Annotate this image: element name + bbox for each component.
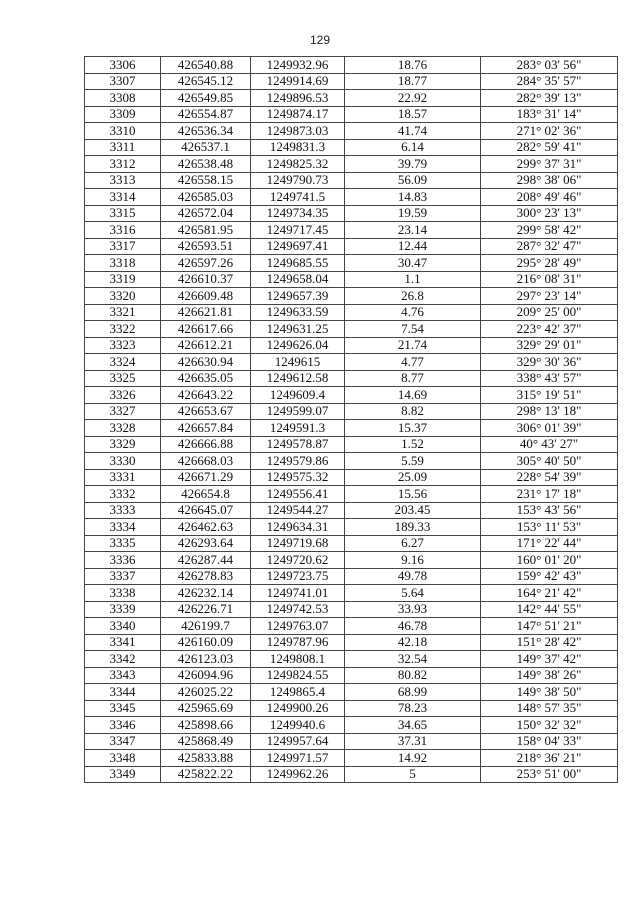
table-row [85,420,618,437]
x-coordinate-cell: 425965.69 [161,700,251,717]
x-coordinate-cell: 426293.64 [161,535,251,552]
table-row [85,106,618,123]
distance-cell: 56.09 [345,172,481,189]
x-coordinate-cell: 426558.15 [161,172,251,189]
distance-cell: 49.78 [345,568,481,585]
distance-cell: 39.79 [345,156,481,173]
bearing-cell: 151° 28' 42" [481,634,618,651]
y-coordinate-cell: 1249971.57 [251,750,345,767]
bearing-cell: 150° 32' 32" [481,717,618,734]
y-coordinate-cell: 1249578.87 [251,436,345,453]
y-coordinate-cell: 1249808.1 [251,651,345,668]
point-number-cell: 3341 [85,634,161,651]
x-coordinate-cell: 426554.87 [161,106,251,123]
table-row [85,750,618,767]
table-row [85,684,618,701]
distance-cell: 8.82 [345,403,481,420]
y-coordinate-cell: 1249615 [251,354,345,371]
table-row [85,618,618,635]
bearing-cell: 153° 43' 56" [481,502,618,519]
table-row [85,634,618,651]
distance-cell: 46.78 [345,618,481,635]
table-row [85,172,618,189]
point-number-cell: 3318 [85,255,161,272]
x-coordinate-cell: 426585.03 [161,189,251,206]
y-coordinate-cell: 1249717.45 [251,222,345,239]
bearing-cell: 149° 38' 26" [481,667,618,684]
y-coordinate-cell: 1249962.26 [251,766,345,783]
table-row [85,189,618,206]
table-row [85,57,618,74]
table-row [85,288,618,305]
distance-cell: 5.59 [345,453,481,470]
table-row [85,387,618,404]
y-coordinate-cell: 1249741.5 [251,189,345,206]
bearing-cell: 149° 37' 42" [481,651,618,668]
x-coordinate-cell: 426549.85 [161,90,251,107]
point-number-cell: 3308 [85,90,161,107]
distance-cell: 7.54 [345,321,481,338]
distance-cell: 6.27 [345,535,481,552]
y-coordinate-cell: 1249896.53 [251,90,345,107]
y-coordinate-cell: 1249612.58 [251,370,345,387]
y-coordinate-cell: 1249544.27 [251,502,345,519]
y-coordinate-cell: 1249633.59 [251,304,345,321]
distance-cell: 1.1 [345,271,481,288]
x-coordinate-cell: 426025.22 [161,684,251,701]
bearing-cell: 284° 35' 57" [481,73,618,90]
y-coordinate-cell: 1249697.41 [251,238,345,255]
point-number-cell: 3343 [85,667,161,684]
table-row [85,436,618,453]
y-coordinate-cell: 1249787.96 [251,634,345,651]
table-row [85,535,618,552]
y-coordinate-cell: 1249914.69 [251,73,345,90]
bearing-cell: 153° 11' 53" [481,519,618,536]
distance-cell: 6.14 [345,139,481,156]
distance-cell: 18.76 [345,57,481,74]
point-number-cell: 3342 [85,651,161,668]
y-coordinate-cell: 1249634.31 [251,519,345,536]
table-row [85,156,618,173]
distance-cell: 33.93 [345,601,481,618]
distance-cell: 4.77 [345,354,481,371]
distance-cell: 30.47 [345,255,481,272]
point-number-cell: 3317 [85,238,161,255]
y-coordinate-cell: 1249609.4 [251,387,345,404]
point-number-cell: 3331 [85,469,161,486]
table-row [85,453,618,470]
x-coordinate-cell: 426643.22 [161,387,251,404]
x-coordinate-cell: 426617.66 [161,321,251,338]
distance-cell: 5 [345,766,481,783]
bearing-cell: 315° 19' 51" [481,387,618,404]
y-coordinate-cell: 1249865.4 [251,684,345,701]
bearing-cell: 297° 23' 14" [481,288,618,305]
distance-cell: 14.69 [345,387,481,404]
point-number-cell: 3334 [85,519,161,536]
y-coordinate-cell: 1249932.96 [251,57,345,74]
point-number-cell: 3316 [85,222,161,239]
distance-cell: 203.45 [345,502,481,519]
y-coordinate-cell: 1249579.86 [251,453,345,470]
table-row [85,486,618,503]
table-row [85,667,618,684]
x-coordinate-cell: 426536.34 [161,123,251,140]
bearing-cell: 142° 44' 55" [481,601,618,618]
x-coordinate-cell: 426630.94 [161,354,251,371]
x-coordinate-cell: 426645.07 [161,502,251,519]
y-coordinate-cell: 1249734.35 [251,205,345,222]
y-coordinate-cell: 1249591.3 [251,420,345,437]
x-coordinate-cell: 426545.12 [161,73,251,90]
point-number-cell: 3307 [85,73,161,90]
table-row [85,354,618,371]
point-number-cell: 3309 [85,106,161,123]
bearing-cell: 147° 51' 21" [481,618,618,635]
y-coordinate-cell: 1249626.04 [251,337,345,354]
x-coordinate-cell: 426094.96 [161,667,251,684]
distance-cell: 5.64 [345,585,481,602]
table-row [85,370,618,387]
point-number-cell: 3320 [85,288,161,305]
y-coordinate-cell: 1249940.6 [251,717,345,734]
y-coordinate-cell: 1249658.04 [251,271,345,288]
point-number-cell: 3340 [85,618,161,635]
point-number-cell: 3335 [85,535,161,552]
bearing-cell: 216° 08' 31" [481,271,618,288]
bearing-cell: 299° 58' 42" [481,222,618,239]
point-number-cell: 3330 [85,453,161,470]
y-coordinate-cell: 1249657.39 [251,288,345,305]
distance-cell: 21.74 [345,337,481,354]
x-coordinate-cell: 426462.63 [161,519,251,536]
point-number-cell: 3325 [85,370,161,387]
x-coordinate-cell: 425898.66 [161,717,251,734]
bearing-cell: 40° 43' 27" [481,436,618,453]
distance-cell: 41.74 [345,123,481,140]
y-coordinate-cell: 1249720.62 [251,552,345,569]
bearing-cell: 149° 38' 50" [481,684,618,701]
bearing-cell: 299° 37' 31" [481,156,618,173]
x-coordinate-cell: 426612.21 [161,337,251,354]
distance-cell: 19.59 [345,205,481,222]
x-coordinate-cell: 426654.8 [161,486,251,503]
point-number-cell: 3310 [85,123,161,140]
point-number-cell: 3322 [85,321,161,338]
point-number-cell: 3345 [85,700,161,717]
x-coordinate-cell: 426278.83 [161,568,251,585]
y-coordinate-cell: 1249957.64 [251,733,345,750]
y-coordinate-cell: 1249742.53 [251,601,345,618]
point-number-cell: 3333 [85,502,161,519]
bearing-cell: 209° 25' 00" [481,304,618,321]
bearing-cell: 158° 04' 33" [481,733,618,750]
bearing-cell: 218° 36' 21" [481,750,618,767]
table-row [85,733,618,750]
y-coordinate-cell: 1249874.17 [251,106,345,123]
point-number-cell: 3336 [85,552,161,569]
coordinates-table [84,56,618,783]
distance-cell: 42.18 [345,634,481,651]
bearing-cell: 148° 57' 35" [481,700,618,717]
x-coordinate-cell: 426287.44 [161,552,251,569]
x-coordinate-cell: 426609.48 [161,288,251,305]
table-row [85,90,618,107]
y-coordinate-cell: 1249831.3 [251,139,345,156]
bearing-cell: 287° 32' 47" [481,238,618,255]
y-coordinate-cell: 1249556.41 [251,486,345,503]
y-coordinate-cell: 1249723.75 [251,568,345,585]
point-number-cell: 3347 [85,733,161,750]
x-coordinate-cell: 426537.1 [161,139,251,156]
bearing-cell: 231° 17' 18" [481,486,618,503]
x-coordinate-cell: 426657.84 [161,420,251,437]
bearing-cell: 298° 38' 06" [481,172,618,189]
distance-cell: 23.14 [345,222,481,239]
table-row [85,585,618,602]
bearing-cell: 271° 02' 36" [481,123,618,140]
point-number-cell: 3338 [85,585,161,602]
x-coordinate-cell: 426597.26 [161,255,251,272]
x-coordinate-cell: 426653.67 [161,403,251,420]
table-row [85,255,618,272]
distance-cell: 25.09 [345,469,481,486]
distance-cell: 15.56 [345,486,481,503]
x-coordinate-cell: 426668.03 [161,453,251,470]
x-coordinate-cell: 426572.04 [161,205,251,222]
distance-cell: 14.92 [345,750,481,767]
distance-cell: 4.76 [345,304,481,321]
point-number-cell: 3344 [85,684,161,701]
x-coordinate-cell: 426540.88 [161,57,251,74]
table-row [85,469,618,486]
point-number-cell: 3324 [85,354,161,371]
distance-cell: 18.77 [345,73,481,90]
distance-cell: 32.54 [345,651,481,668]
y-coordinate-cell: 1249763.07 [251,618,345,635]
table-row [85,717,618,734]
distance-cell: 22.92 [345,90,481,107]
table-row [85,321,618,338]
distance-cell: 26.8 [345,288,481,305]
bearing-cell: 298° 13' 18" [481,403,618,420]
x-coordinate-cell: 426123.03 [161,651,251,668]
table-row [85,139,618,156]
bearing-cell: 183° 31' 14" [481,106,618,123]
table-row [85,238,618,255]
bearing-cell: 329° 29' 01" [481,337,618,354]
table-row [85,73,618,90]
bearing-cell: 159° 42' 43" [481,568,618,585]
bearing-cell: 160° 01' 20" [481,552,618,569]
point-number-cell: 3323 [85,337,161,354]
table-row [85,271,618,288]
y-coordinate-cell: 1249825.32 [251,156,345,173]
y-coordinate-cell: 1249719.68 [251,535,345,552]
x-coordinate-cell: 426635.05 [161,370,251,387]
table-body [85,57,618,783]
y-coordinate-cell: 1249790.73 [251,172,345,189]
y-coordinate-cell: 1249631.25 [251,321,345,338]
bearing-cell: 305° 40' 50" [481,453,618,470]
distance-cell: 15.37 [345,420,481,437]
x-coordinate-cell: 426226.71 [161,601,251,618]
point-number-cell: 3348 [85,750,161,767]
table-row [85,403,618,420]
point-number-cell: 3328 [85,420,161,437]
bearing-cell: 208° 49' 46" [481,189,618,206]
bearing-cell: 295° 28' 49" [481,255,618,272]
y-coordinate-cell: 1249741.01 [251,585,345,602]
table-row [85,766,618,783]
point-number-cell: 3314 [85,189,161,206]
point-number-cell: 3337 [85,568,161,585]
y-coordinate-cell: 1249575.32 [251,469,345,486]
point-number-cell: 3349 [85,766,161,783]
x-coordinate-cell: 426621.81 [161,304,251,321]
x-coordinate-cell: 426160.09 [161,634,251,651]
x-coordinate-cell: 425868.49 [161,733,251,750]
bearing-cell: 338° 43' 57" [481,370,618,387]
distance-cell: 18.57 [345,106,481,123]
bearing-cell: 223° 42' 37" [481,321,618,338]
table-row [85,651,618,668]
bearing-cell: 282° 39' 13" [481,90,618,107]
distance-cell: 12.44 [345,238,481,255]
table-row [85,304,618,321]
x-coordinate-cell: 425833.88 [161,750,251,767]
distance-cell: 78.23 [345,700,481,717]
bearing-cell: 253° 51' 00" [481,766,618,783]
y-coordinate-cell: 1249685.55 [251,255,345,272]
point-number-cell: 3306 [85,57,161,74]
bearing-cell: 300° 23' 13" [481,205,618,222]
table-row [85,123,618,140]
point-number-cell: 3321 [85,304,161,321]
x-coordinate-cell: 425822.22 [161,766,251,783]
point-number-cell: 3332 [85,486,161,503]
point-number-cell: 3313 [85,172,161,189]
x-coordinate-cell: 426671.29 [161,469,251,486]
point-number-cell: 3326 [85,387,161,404]
bearing-cell: 306° 01' 39" [481,420,618,437]
y-coordinate-cell: 1249599.07 [251,403,345,420]
bearing-cell: 171° 22' 44" [481,535,618,552]
table-row [85,502,618,519]
table-row [85,222,618,239]
distance-cell: 80.82 [345,667,481,684]
point-number-cell: 3311 [85,139,161,156]
table-row [85,337,618,354]
distance-cell: 189.33 [345,519,481,536]
point-number-cell: 3312 [85,156,161,173]
distance-cell: 14.83 [345,189,481,206]
point-number-cell: 3327 [85,403,161,420]
point-number-cell: 3319 [85,271,161,288]
y-coordinate-cell: 1249873.03 [251,123,345,140]
point-number-cell: 3339 [85,601,161,618]
distance-cell: 68.99 [345,684,481,701]
x-coordinate-cell: 426593.51 [161,238,251,255]
bearing-cell: 164° 21' 42" [481,585,618,602]
x-coordinate-cell: 426666.88 [161,436,251,453]
distance-cell: 8.77 [345,370,481,387]
table-row [85,601,618,618]
table-row [85,205,618,222]
x-coordinate-cell: 426581.95 [161,222,251,239]
table-row [85,519,618,536]
point-number-cell: 3315 [85,205,161,222]
bearing-cell: 283° 03' 56" [481,57,618,74]
x-coordinate-cell: 426610.37 [161,271,251,288]
table-row [85,700,618,717]
y-coordinate-cell: 1249900.26 [251,700,345,717]
x-coordinate-cell: 426199.7 [161,618,251,635]
page-number: 129 [309,33,331,47]
x-coordinate-cell: 426538.48 [161,156,251,173]
point-number-cell: 3329 [85,436,161,453]
x-coordinate-cell: 426232.14 [161,585,251,602]
bearing-cell: 228° 54' 39" [481,469,618,486]
distance-cell: 34.65 [345,717,481,734]
point-number-cell: 3346 [85,717,161,734]
bearing-cell: 329° 30' 36" [481,354,618,371]
table-row [85,568,618,585]
table-row [85,552,618,569]
bearing-cell: 282° 59' 41" [481,139,618,156]
y-coordinate-cell: 1249824.55 [251,667,345,684]
distance-cell: 37.31 [345,733,481,750]
distance-cell: 1.52 [345,436,481,453]
distance-cell: 9.16 [345,552,481,569]
